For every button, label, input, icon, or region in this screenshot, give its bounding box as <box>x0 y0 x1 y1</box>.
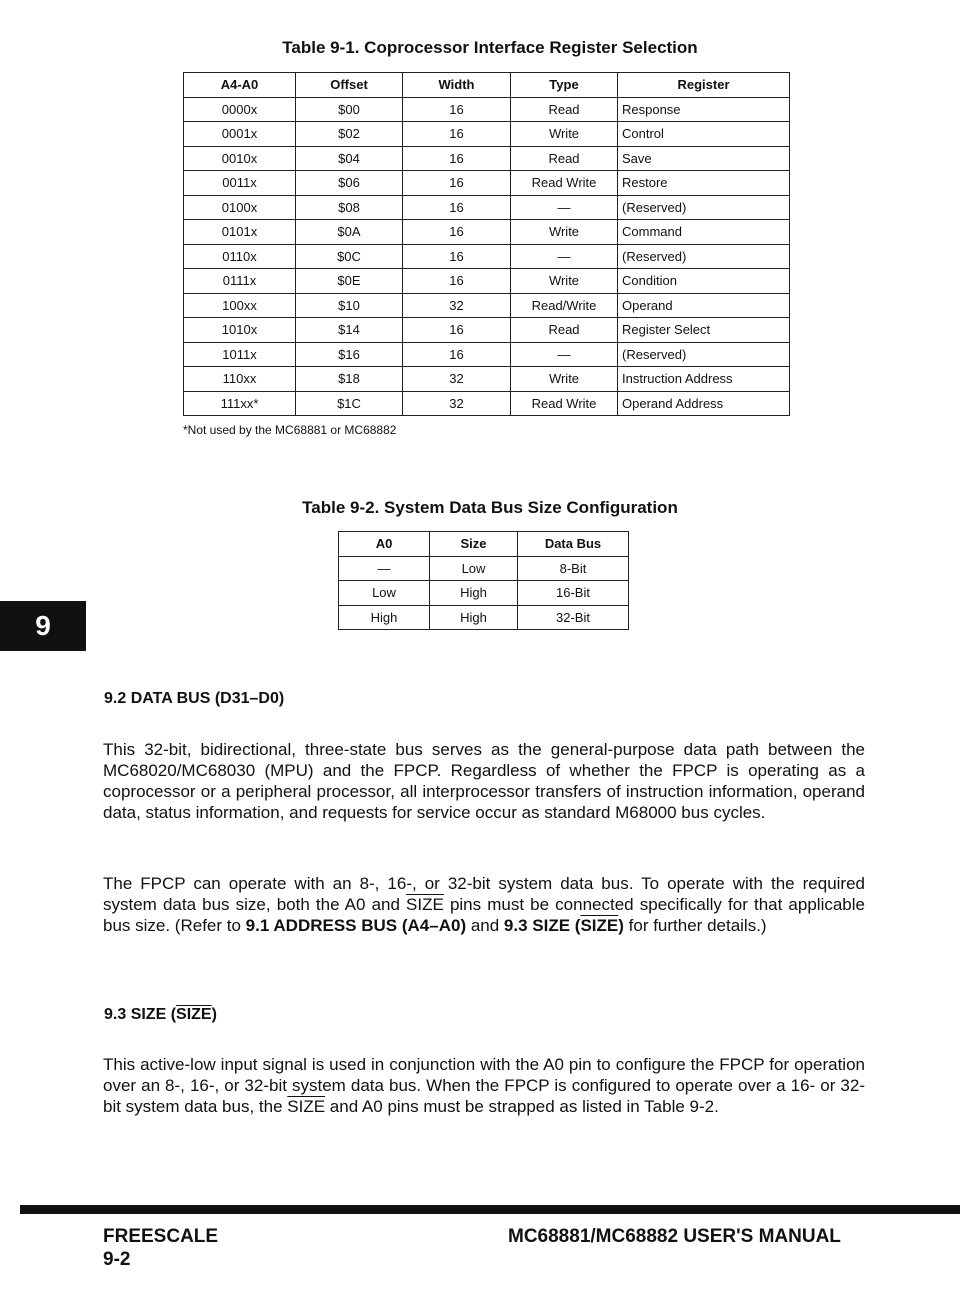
footer-page-number: 9-2 <box>103 1249 131 1270</box>
table-cell: High <box>430 605 518 630</box>
text-run: ) <box>618 916 624 935</box>
text-run: and A0 pins must be strapped as listed in Table 9-2. <box>325 1097 719 1116</box>
table-cell: 32 <box>403 367 511 392</box>
table-row <box>184 269 790 294</box>
table-header-row <box>339 532 629 557</box>
table-cell: $08 <box>296 195 403 220</box>
section-93-heading <box>104 1006 217 1024</box>
text-run: pins must be connected specifically for that applicable bus size. (Refer to <box>103 895 865 935</box>
column-header: Type <box>511 73 618 98</box>
bus-size-table-body <box>339 556 629 630</box>
table-cell: Operand <box>618 293 790 318</box>
register-table-body <box>184 97 790 416</box>
size-signal-overbar: SIZE <box>287 1097 326 1116</box>
column-header: Register <box>618 73 790 98</box>
table-cell: 0001x <box>184 122 296 147</box>
table-cell: 32 <box>403 293 511 318</box>
table-cell: — <box>511 195 618 220</box>
table-cell: $06 <box>296 171 403 196</box>
table-row <box>184 293 790 318</box>
register-selection-table <box>183 72 790 416</box>
table-row <box>184 146 790 171</box>
column-header: Size <box>430 532 518 557</box>
reference-size-section <box>504 916 624 935</box>
table-row <box>339 556 629 581</box>
column-header: Offset <box>296 73 403 98</box>
size-signal-overbar: SIZE <box>176 1006 212 1023</box>
table-cell: (Reserved) <box>618 195 790 220</box>
table-cell: Operand Address <box>618 391 790 416</box>
table-cell: High <box>339 605 430 630</box>
column-header: Data Bus <box>518 532 629 557</box>
table-cell: 16 <box>403 146 511 171</box>
table1-caption: Table 9-1. Coprocessor Interface Register Selection <box>282 38 698 57</box>
table-cell: $0C <box>296 244 403 269</box>
table-cell: Low <box>339 581 430 606</box>
table-cell: $16 <box>296 342 403 367</box>
table-cell: Write <box>511 122 618 147</box>
table-cell: Restore <box>618 171 790 196</box>
table-header-row <box>184 73 790 98</box>
text-run: 9.3 SIZE ( <box>104 1006 177 1023</box>
section-92-paragraph-1: This 32-bit, bidirectional, three-state bus serves as the general-purpose data path between the MC68020/MC68030 (MPU) and the FPCP. Regardless of whether the FPCP is operating as a coprocessor or a peripheral processor, all interprocessor transfers of instruction information, operand data, status information, and requests for service occur as standard M68000 bus cycles. <box>103 740 865 822</box>
table-cell: 16 <box>403 342 511 367</box>
table-cell: — <box>511 342 618 367</box>
table-row <box>184 391 790 416</box>
table-cell: 16 <box>403 97 511 122</box>
table-cell: 16 <box>403 318 511 343</box>
text-run: This active-low input signal is used in conjunction with the A0 pin to configure the FPCP for operation over an 8-, 16-, or 32-bit system data bus. When the FPCP is configured to operate over a 16- or 32-bit system data bus, the <box>103 1055 865 1116</box>
chapter-tab-marker: 9 <box>0 601 86 651</box>
table-cell: $10 <box>296 293 403 318</box>
table-cell: 111xx* <box>184 391 296 416</box>
table-row <box>184 244 790 269</box>
reference-address-bus: 9.1 ADDRESS BUS (A4–A0) <box>245 916 467 935</box>
table-cell: (Reserved) <box>618 342 790 367</box>
table-cell: Write <box>511 269 618 294</box>
table-cell: $0E <box>296 269 403 294</box>
table-cell: 32 <box>403 391 511 416</box>
table-cell: Instruction Address <box>618 367 790 392</box>
table-row <box>184 171 790 196</box>
table-cell: 8-Bit <box>518 556 629 581</box>
table-cell: 0011x <box>184 171 296 196</box>
table-cell: Read Write <box>511 391 618 416</box>
text-run: 9.3 SIZE ( <box>503 916 581 935</box>
table-cell: $14 <box>296 318 403 343</box>
section-92-paragraph-2 <box>103 873 865 936</box>
table-cell: 110xx <box>184 367 296 392</box>
table-cell: $02 <box>296 122 403 147</box>
size-signal-overbar: SIZE <box>580 916 619 935</box>
table-cell: 0100x <box>184 195 296 220</box>
text-run: and <box>466 916 504 935</box>
text-run: for further details.) <box>623 916 767 935</box>
table-cell: 1010x <box>184 318 296 343</box>
text-run: The FPCP can operate with an 8-, 16-, or 32-bit system data bus. To operate with the required system data bus size, both the A0 and <box>103 874 865 914</box>
table-row <box>184 318 790 343</box>
table-cell: $0A <box>296 220 403 245</box>
table1-footnote: *Not used by the MC68881 or MC68882 <box>183 423 397 437</box>
table-cell: 0000x <box>184 97 296 122</box>
column-header: A0 <box>339 532 430 557</box>
table-cell: 1011x <box>184 342 296 367</box>
column-header: A4-A0 <box>184 73 296 98</box>
table-cell: Condition <box>618 269 790 294</box>
table-cell: Read <box>511 146 618 171</box>
table-row <box>184 122 790 147</box>
table-cell: 16 <box>403 195 511 220</box>
table-cell: Control <box>618 122 790 147</box>
table-cell: 16-Bit <box>518 581 629 606</box>
table-cell: 0010x <box>184 146 296 171</box>
table-cell: Write <box>511 367 618 392</box>
table-row <box>184 367 790 392</box>
table-cell: $00 <box>296 97 403 122</box>
table-cell: 0110x <box>184 244 296 269</box>
section-93-paragraph <box>103 1054 865 1117</box>
table-cell: Command <box>618 220 790 245</box>
section-92-heading: 9.2 DATA BUS (D31–D0) <box>104 690 285 707</box>
footer-rule <box>20 1205 960 1214</box>
table-cell: $04 <box>296 146 403 171</box>
table-cell: 16 <box>403 171 511 196</box>
table-row <box>184 97 790 122</box>
footer-company: FREESCALE <box>103 1226 219 1247</box>
table-cell: $1C <box>296 391 403 416</box>
table-cell: 0111x <box>184 269 296 294</box>
table-cell: 0101x <box>184 220 296 245</box>
table-row <box>339 605 629 630</box>
table-cell: Read <box>511 318 618 343</box>
table-cell: Read/Write <box>511 293 618 318</box>
table-cell: Write <box>511 220 618 245</box>
table-cell: $18 <box>296 367 403 392</box>
table-row <box>184 195 790 220</box>
table-row <box>184 220 790 245</box>
table-cell: 100xx <box>184 293 296 318</box>
table-cell: — <box>339 556 430 581</box>
table-cell: 16 <box>403 122 511 147</box>
table-cell: 16 <box>403 269 511 294</box>
table-cell: — <box>511 244 618 269</box>
table-cell: 16 <box>403 244 511 269</box>
table-cell: (Reserved) <box>618 244 790 269</box>
table2-caption: Table 9-2. System Data Bus Size Configuration <box>302 498 678 517</box>
footer-manual-title: MC68881/MC68882 USER'S MANUAL <box>508 1226 841 1247</box>
table-cell: 16 <box>403 220 511 245</box>
table-cell: Response <box>618 97 790 122</box>
text-run: ) <box>211 1006 217 1023</box>
table-cell: High <box>430 581 518 606</box>
table-cell: 32-Bit <box>518 605 629 630</box>
table-cell: Save <box>618 146 790 171</box>
table-cell: Low <box>430 556 518 581</box>
column-header: Width <box>403 73 511 98</box>
size-signal-overbar: SIZE <box>406 895 444 914</box>
table-cell: Read Write <box>511 171 618 196</box>
table-row <box>339 581 629 606</box>
table-row <box>184 342 790 367</box>
bus-size-table <box>338 531 629 630</box>
table-cell: Register Select <box>618 318 790 343</box>
table-cell: Read <box>511 97 618 122</box>
